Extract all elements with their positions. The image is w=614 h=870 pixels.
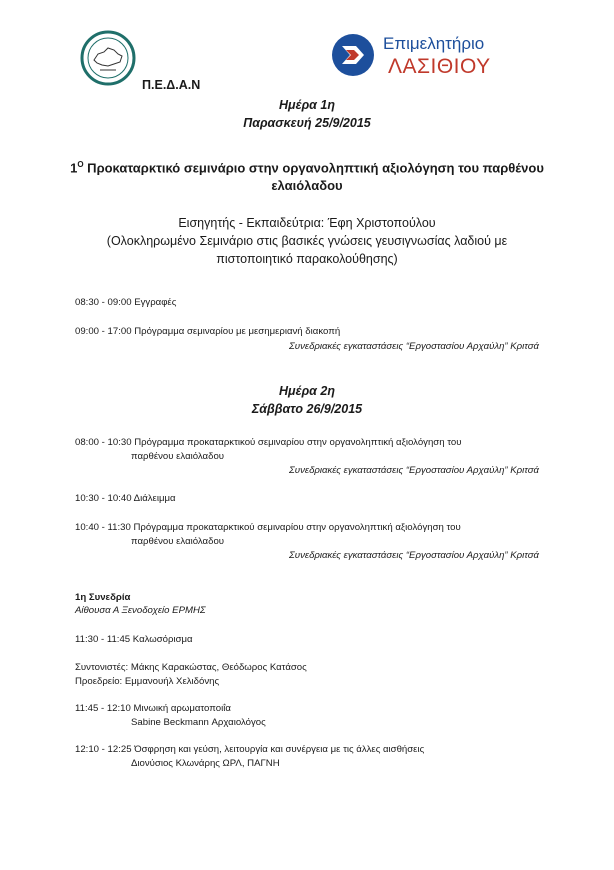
schedule-item: 08:00 - 10:30 Πρόγραμμα προκαταρκτικού σεμιναρίου στην οργανοληπτική αξιολόγηση του [75,437,462,448]
seminar-title-text: Προκαταρκτικό σεμινάριο στην οργανοληπτική αξιολόγηση του παρθένου [83,160,544,176]
coordinators: Συντονιστές: Μάκης Καρακώστας, Θεόδωρος Κατάσος [75,662,307,673]
pedan-logo [80,30,136,86]
chamber-logo [330,32,376,78]
org-acronym: Π.Ε.Δ.Α.Ν [142,78,201,92]
seminar-title-line2: ελαιόλαδου [271,178,343,193]
venue: Συνεδριακές εγκαταστάσεις “Εργοστασίου Αρχαύλη” Κριτσά [289,550,539,561]
chamber-region: ΛΑΣΙΘΙΟΥ [388,55,491,78]
talk: 11:45 - 12:10 Μινωική αρωματοποιΐα [75,703,231,714]
chamber-name: Επιμελητήριο [383,34,485,53]
day2-label: Ημέρα 2η [279,384,335,398]
talk-speaker: Sabine Beckmann Αρχαιολόγος [131,717,266,728]
schedule-item-cont: παρθένου ελαιόλαδου [131,536,225,547]
instructor: Εισηγητής - Εκπαιδεύτρια: Έφη Χριστοπούλου [178,216,436,230]
schedule-item: 11:30 - 11:45 Καλωσόρισμα [75,634,193,645]
map-seal-icon [80,30,136,86]
venue: Συνεδριακές εγκαταστάσεις “Εργοστασίου Αρχαύλη” Κριτσά [289,465,539,476]
talk-speaker: Διονύσιος Κλωνάρης ΩΡΛ, ΠΑΓΝΗ [131,758,280,769]
day1-date: Παρασκευή 25/9/2015 [243,116,371,130]
session-title: 1η Συνεδρία [75,592,131,603]
schedule-item-cont: παρθένου ελαιόλαδου [131,451,225,462]
shield-chevron-icon [330,32,376,78]
day1-label: Ημέρα 1η [279,98,335,112]
schedule-item: 08:30 - 09:00 Εγγραφές [75,297,177,308]
session-location: Αίθουσα Α Ξενοδοχείο ΕΡΜΗΣ [75,605,206,616]
schedule-item: 09:00 - 17:00 Πρόγραμμα σεμιναρίου με μεσημεριανή διακοπή [75,326,341,337]
seminar-title-sup: Ο [77,160,84,169]
venue: Συνεδριακές εγκαταστάσεις “Εργοστασίου Αρχαύλη” Κριτσά [289,341,539,352]
seminar-title-num: 1 [70,160,78,176]
schedule-item: 10:40 - 11:30 Πρόγραμμα προκαταρκτικού σεμιναρίου στην οργανοληπτική αξιολόγηση του [75,522,461,533]
talk: 12:10 - 12:25 Όσφρηση και γεύση, λειτουργία και συνέργεια με τις άλλες αισθήσεις [75,744,425,755]
day2-date: Σάββατο 26/9/2015 [251,402,363,416]
schedule-item: 10:30 - 10:40 Διάλειμμα [75,493,176,504]
seminar-title [0,155,614,178]
seminar-note-1: (Ολοκληρωμένο Σεμινάριο στις βασικές γνώσεις γευσιγνωσίας λαδιού με [106,234,508,248]
seminar-note-2: πιστοποιητικό παρακολούθησης) [216,252,398,266]
chair: Προεδρείο: Εμμανουήλ Χελιδόνης [75,676,220,687]
